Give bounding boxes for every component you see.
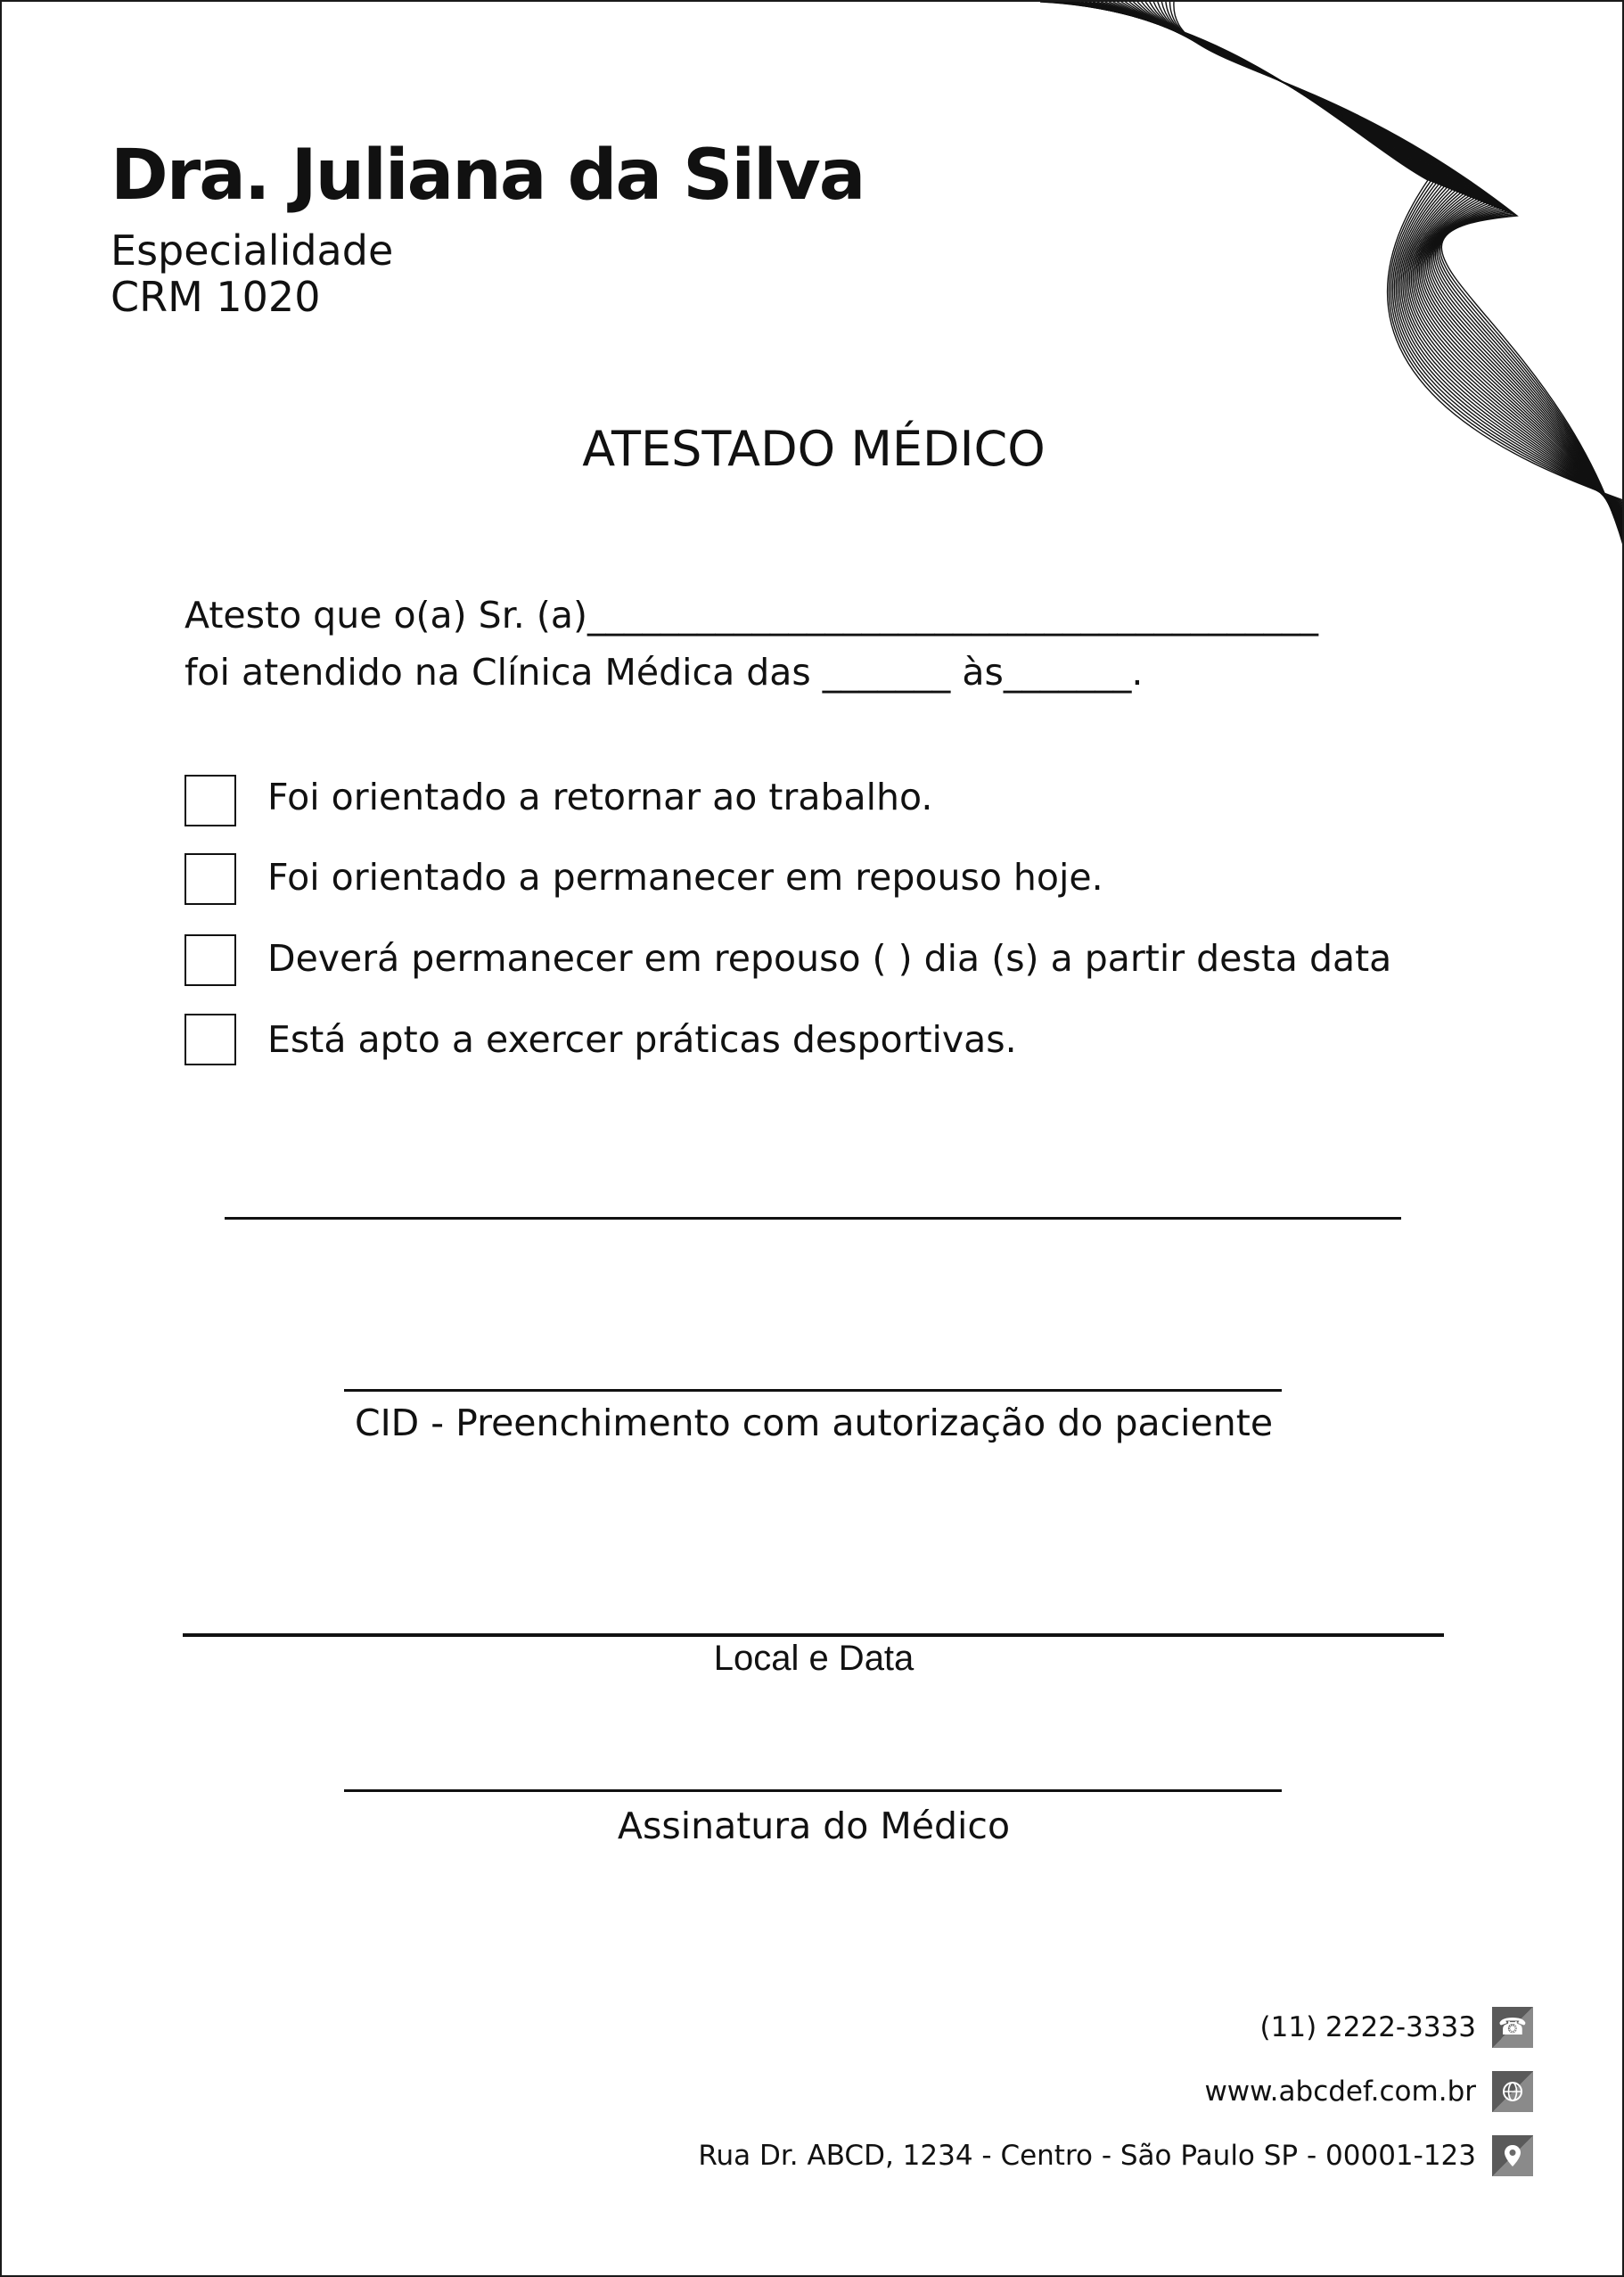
signature-caption: Assinatura do Médico xyxy=(617,1804,1011,1847)
cid-line[interactable] xyxy=(344,1389,1282,1392)
contact-phone xyxy=(1260,2006,1533,2049)
attendance-time-line[interactable]: foi atendido na Clínica Médica das _______ às_______. xyxy=(185,651,1144,694)
contact-address xyxy=(698,2134,1533,2177)
option-label-rest-today: Foi orientado a permanecer em repouso hoje. xyxy=(267,856,1103,899)
notes-line[interactable] xyxy=(225,1217,1401,1220)
option-label-sports-fit: Está apto a exercer práticas desportivas. xyxy=(267,1018,1017,1061)
local-date-line[interactable] xyxy=(183,1633,1444,1637)
local-date-caption: Local e Data xyxy=(713,1639,915,1678)
globe-icon xyxy=(1492,2071,1533,2112)
contact-website xyxy=(1204,2070,1533,2113)
option-label-rest-days: Deverá permanecer em repouso ( ) dia (s) a partir desta data xyxy=(267,937,1392,980)
doctor-specialty: Especialidade xyxy=(111,226,394,275)
option-label-return-to-work: Foi orientado a retornar ao trabalho. xyxy=(267,776,933,818)
doctor-crm: CRM 1020 xyxy=(111,273,321,321)
checkbox-return-to-work[interactable] xyxy=(185,775,236,826)
doctor-name: Dra. Juliana da Silva xyxy=(111,136,865,216)
cid-caption: CID - Preenchimento com autorização do paciente xyxy=(354,1402,1274,1444)
document-title: ATESTADO MÉDICO xyxy=(582,421,1046,477)
patient-name-line[interactable]: Atesto que o(a) Sr. (a)________________________________________ xyxy=(185,594,1318,637)
phone-icon: ☎ xyxy=(1492,2007,1533,2048)
address-text: Rua Dr. ABCD, 1234 - Centro - São Paulo SP - 00001-123 xyxy=(698,2140,1476,2172)
checkbox-rest-days[interactable] xyxy=(185,934,236,986)
checkbox-sports-fit[interactable] xyxy=(185,1014,236,1065)
signature-line[interactable] xyxy=(344,1789,1282,1792)
decorative-wave-lines xyxy=(1027,2,1624,563)
phone-text: (11) 2222-3333 xyxy=(1259,2011,1476,2043)
website-text[interactable]: www.abcdef.com.br xyxy=(1204,2076,1476,2108)
location-pin-icon xyxy=(1492,2135,1533,2176)
checkbox-rest-today[interactable] xyxy=(185,853,236,905)
